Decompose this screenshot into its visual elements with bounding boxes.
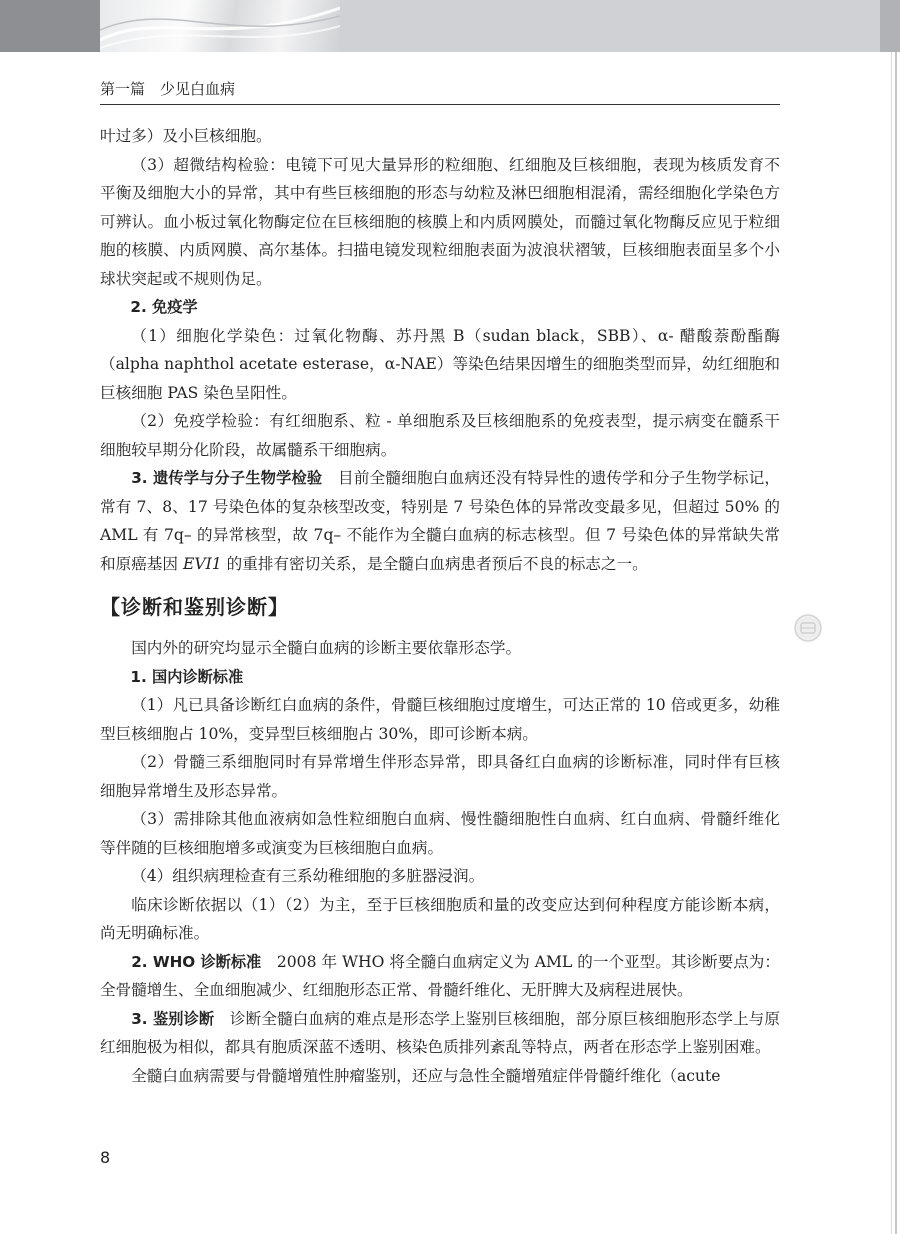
criterion-item: （4）组织病理检查有三系幼稚细胞的多脏器浸润。 (131, 867, 485, 885)
header-rule (100, 104, 780, 105)
paragraph: 叶过多）及小巨核细胞。 (100, 127, 272, 145)
section-title: 【诊断和鉴别诊断】 (100, 595, 289, 619)
text-run: 2008 年 WHO 将全髓白血病定义为 AML 的一个亚型。其诊断要点为：全骨髓增生、全血细胞减少、红细胞形态正常、骨髓纤维化、无肝脾大及病程进展快。 (100, 952, 780, 999)
page-body (100, 122, 780, 1090)
gene-name: EVI1 (182, 554, 222, 573)
text-run: 目前全髓细胞白血病还没有特异性的遗传学和分子生物学标记，常有 7、8、17 号染色体的复杂核型改变，特别是 7 号染色体的异常改变最多见，但超过 50% 的 AML 有 7q– 的异常核型，故 7q– 不能作为全髓白血病的标志核型。但 7 号染色体的异常缺失常和原癌基因 (100, 469, 780, 573)
paragraph: 临床诊断依据以（1）（2）为主，至于巨核细胞质和量的改变应达到何种程度方能诊断本病，尚无明确标准。 (100, 895, 780, 942)
header-corner-block (0, 0, 100, 52)
text-run: 诊断全髓白血病的难点是形态学上鉴别巨核细胞，部分原巨核细胞形态学上与原红细胞极为相似，都具有胞质深蓝不透明、核染色质排列紊乱等特点，两者在形态学上鉴别困难。 (100, 1009, 780, 1056)
subsection-heading: 2. 免疫学 (130, 298, 198, 316)
paragraph (100, 1005, 780, 1062)
criterion-item: （1）凡已具备诊断红白血病的条件，骨髓巨核细胞过度增生，可达正常的 10 倍或更多，幼稚型巨核细胞占 10%，变异型巨核细胞占 30%，即可诊断本病。 (100, 696, 780, 743)
text-run: 的重排有密切关系，是全髓白血病患者预后不良的标志之一。 (221, 554, 648, 573)
criterion-item: （3）需排除其他血液病如急性粒细胞白血病、慢性髓细胞性白血病、红白血病、骨髓纤维化等伴随的巨核细胞增多或演变为巨核细胞白血病。 (100, 810, 780, 857)
subsection-heading: 2. WHO 诊断标准 (131, 952, 262, 971)
paragraph (100, 948, 780, 1005)
page-edge-line (895, 52, 897, 1234)
paragraph: （2）免疫学检验：有红细胞系、粒 - 单细胞系及巨核细胞系的免疫表型，提示病变在髓系干细胞较早期分化阶段，故属髓系干细胞病。 (100, 412, 780, 459)
paragraph: （3）超微结构检验：电镜下可见大量异形的粒细胞、红细胞及巨核细胞，表现为核质发育不平衡及细胞大小的异常，其中有些巨核细胞的形态与幼粒及淋巴细胞相混淆，需经细胞化学染色方可辨认。血小板过氧化物酶定位在巨核细胞的核膜上和内质网膜处，而髓过氧化物酶反应见于粒细胞的核膜、内质网膜、高尔基体。扫描电镜发现粒细胞表面为波浪状褶皱，巨核细胞表面呈多个小球状突起或不规则伪足。 (100, 155, 780, 288)
running-header: 第一篇 少见白血病 (100, 80, 236, 98)
subsection-heading: 3. 鉴别诊断 (131, 1009, 215, 1028)
page-number: 8 (100, 1148, 111, 1167)
edge-logo-icon (792, 612, 824, 644)
subsection-heading: 3. 遗传学与分子生物学检验 (131, 469, 323, 487)
paragraph: 全髓白血病需要与骨髓增殖性肿瘤鉴别，还应与急性全髓增殖症伴骨髓纤维化（acute (131, 1066, 721, 1085)
paragraph: 国内外的研究均显示全髓白血病的诊断主要依靠形态学。 (131, 639, 522, 657)
paragraph (100, 464, 780, 578)
criterion-item: （2）骨髓三系细胞同时有异常增生伴形态异常，即具备红白血病的诊断标准，同时伴有巨核细胞异常增生及形态异常。 (100, 753, 780, 800)
subsection-heading: 1. 国内诊断标准 (130, 667, 244, 686)
page-edge-line (891, 52, 892, 1234)
header-wave-decoration (100, 0, 340, 52)
header-right-block (880, 0, 900, 52)
paragraph: （1）细胞化学染色：过氧化物酶、苏丹黑 B（sudan black，SBB）、α- 醋酸萘酚酯酶（alpha naphthol acetate esterase，α-NAE）等染色结果因增生的细胞类型而异，幼红细胞和巨核细胞 PAS 染色呈阳性。 (100, 326, 780, 402)
